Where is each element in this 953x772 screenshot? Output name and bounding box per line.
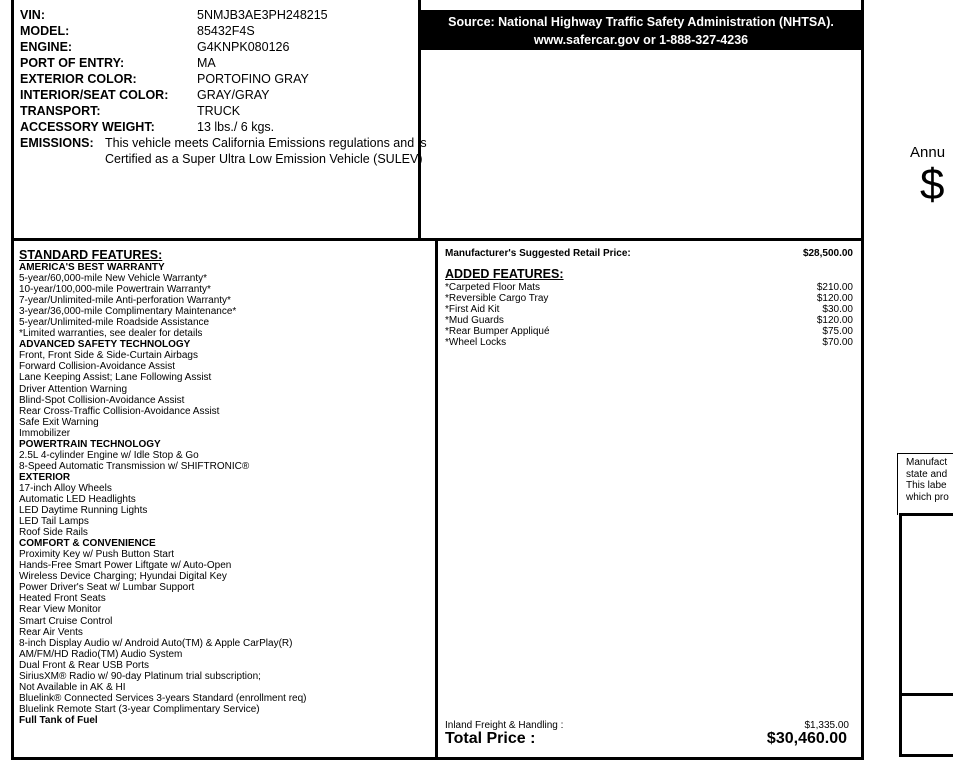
exterior-color-label: EXTERIOR COLOR: [20,72,137,86]
freight-label: Inland Freight & Handling : [445,720,564,731]
added-feature-name: *Reversible Cargo Tray [445,293,549,304]
nhtsa-source-banner [421,10,861,50]
feature-item: Hands-Free Smart Power Liftgate w/ Auto-Open [19,560,232,572]
feature-item: Rear View Monitor [19,604,102,616]
total-price-value: $30,460.00 [766,730,847,747]
annual-fuel-cost-label: Annu [910,144,946,161]
feature-item: SiriusXM® Radio w/ 90-day Platinum trial subscription; [19,670,261,682]
right-note-line3: This labe [906,480,947,491]
interior-color-label: INTERIOR/SEAT COLOR: [20,88,169,102]
feature-item: *Limited warranties, see dealer for details [19,328,203,340]
msrp-label: Manufacturer's Suggested Retail Price: [445,248,631,259]
feature-category-heading: AMERICA'S BEST WARRANTY [19,262,165,273]
model-label: MODEL: [20,24,70,38]
added-feature-row [445,304,853,315]
added-feature-row [445,315,853,326]
nhtsa-source-line1: Source: National Highway Traffic Safety Administration (NHTSA). [448,15,834,29]
added-feature-price: $30.00 [822,304,853,315]
transport-label: TRANSPORT: [20,104,101,118]
feature-category-heading: Full Tank of Fuel [19,714,98,726]
right-lower-divider [899,693,953,696]
vin-label: VIN: [20,8,45,22]
feature-item: LED Daytime Running Lights [19,505,148,517]
right-note-line2: state and [906,468,948,480]
feature-category-heading: POWERTRAIN TECHNOLOGY [19,438,161,450]
feature-item: Front, Front Side & Side-Curtain Airbags [19,350,198,362]
feature-item: 3-year/36,000-mile Complimentary Maintenance* [19,306,237,318]
emissions-text-line1: This vehicle meets California Emissions regulations and is [105,136,427,150]
engine-value: G4KNPK080126 [197,40,290,54]
feature-item: 2.5L 4-cylinder Engine w/ Idle Stop & Go [19,449,199,461]
feature-item: Blind-Spot Collision-Avoidance Assist [19,394,185,406]
model-value: 85432F4S [197,24,255,38]
feature-item: Safe Exit Warning [19,416,99,428]
right-note-line1: Manufact [906,457,948,468]
standard-features-list [19,262,419,726]
feature-item: 17-inch Alloy Wheels [19,482,112,494]
added-feature-row [445,293,853,304]
feature-item: Wireless Device Charging; Hyundai Digital Key [19,571,227,583]
accessory-weight-label: ACCESSORY WEIGHT: [20,120,155,134]
interior-color-value: GRAY/GRAY [197,88,270,102]
added-feature-row [445,326,853,337]
feature-item: AM/FM/HD Radio(TM) Audio System [19,648,183,660]
feature-item: Rear Cross-Traffic Collision-Avoidance Assist [19,405,220,417]
feature-item: LED Tail Lamps [19,516,89,528]
nhtsa-source-line2: www.safercar.gov or 1-888-327-4236 [533,33,749,47]
feature-item: Bluelink Remote Start (3-year Complimentary Service) [19,703,260,715]
msrp-row [445,248,853,259]
exterior-color-value: PORTOFINO GRAY [197,72,309,86]
feature-item: 5-year/Unlimited-mile Roadside Assistance [19,317,210,329]
feature-item: Rear Air Vents [19,626,83,638]
feature-item: 8-inch Display Audio w/ Android Auto(TM) & Apple CarPlay(R) [19,637,293,649]
feature-item: 10-year/100,000-mile Powertrain Warranty* [19,284,211,296]
added-feature-name: *Mud Guards [445,315,504,326]
dollar-sign: $ [920,160,945,209]
feature-item: Not Available in AK & HI [19,681,126,693]
feature-item: Forward Collision-Avoidance Assist [19,361,175,373]
added-feature-name: *Wheel Locks [445,337,507,348]
feature-item: Bluelink® Connected Services 3-years Standard (enrollment req) [19,692,307,704]
feature-item: Driver Attention Warning [19,383,128,395]
feature-item: 8-Speed Automatic Transmission w/ SHIFTRONIC® [19,460,250,472]
feature-item: Roof Side Rails [19,527,88,539]
feature-category-heading: EXTERIOR [19,471,71,483]
feature-item: 7-year/Unlimited-mile Anti-perforation Warranty* [19,295,231,307]
feature-item: Automatic LED Headlights [19,493,136,505]
feature-category-heading: COMFORT & CONVENIENCE [19,538,156,550]
freight-value: $1,335.00 [804,720,849,731]
added-feature-price: $70.00 [822,337,853,348]
feature-item: Heated Front Seats [19,593,106,605]
right-lower-box [899,513,953,757]
port-of-entry-value: MA [197,56,216,70]
emissions-text-line2: Certified as a Super Ultra Low Emission Vehicle (SULEV) [105,152,423,166]
added-feature-price: $120.00 [816,293,853,304]
added-feature-row [445,337,853,348]
feature-item: Proximity Key w/ Push Button Start [19,549,175,561]
vin-value: 5NMJB3AE3PH248215 [197,8,328,22]
total-price-label: Total Price : [445,730,536,747]
port-of-entry-label: PORT OF ENTRY: [20,56,125,70]
accessory-weight-value: 13 lbs./ 6 kgs. [197,120,275,134]
feature-item: Power Driver's Seat w/ Lumbar Support [19,582,195,594]
added-feature-price: $210.00 [816,282,853,293]
added-feature-price: $120.00 [816,315,853,326]
added-feature-name: *Rear Bumper Appliqué [445,326,550,337]
right-note-text [906,457,949,503]
added-feature-price: $75.00 [822,326,853,337]
added-feature-name: *Carpeted Floor Mats [445,282,541,293]
feature-item: Immobilizer [19,427,71,439]
feature-item: Lane Keeping Assist; Lane Following Assist [19,372,212,384]
added-feature-name: *First Aid Kit [445,304,500,315]
feature-item: 5-year/60,000-mile New Vehicle Warranty* [19,273,208,285]
right-note-line4: which pro [906,491,949,503]
feature-item: Dual Front & Rear USB Ports [19,659,150,671]
standard-features [19,249,419,726]
engine-label: ENGINE: [20,40,73,54]
emissions-label: EMISSIONS: [20,136,94,150]
added-feature-row [445,282,853,293]
feature-category-heading: ADVANCED SAFETY TECHNOLOGY [19,339,191,351]
total-price-row [445,730,847,748]
standard-features-title: STANDARD FEATURES: [19,248,163,262]
msrp-value: $28,500.00 [802,248,853,259]
feature-item: Smart Cruise Control [19,615,113,627]
transport-value: TRUCK [197,104,241,118]
added-features-title: ADDED FEATURES: [445,267,564,281]
